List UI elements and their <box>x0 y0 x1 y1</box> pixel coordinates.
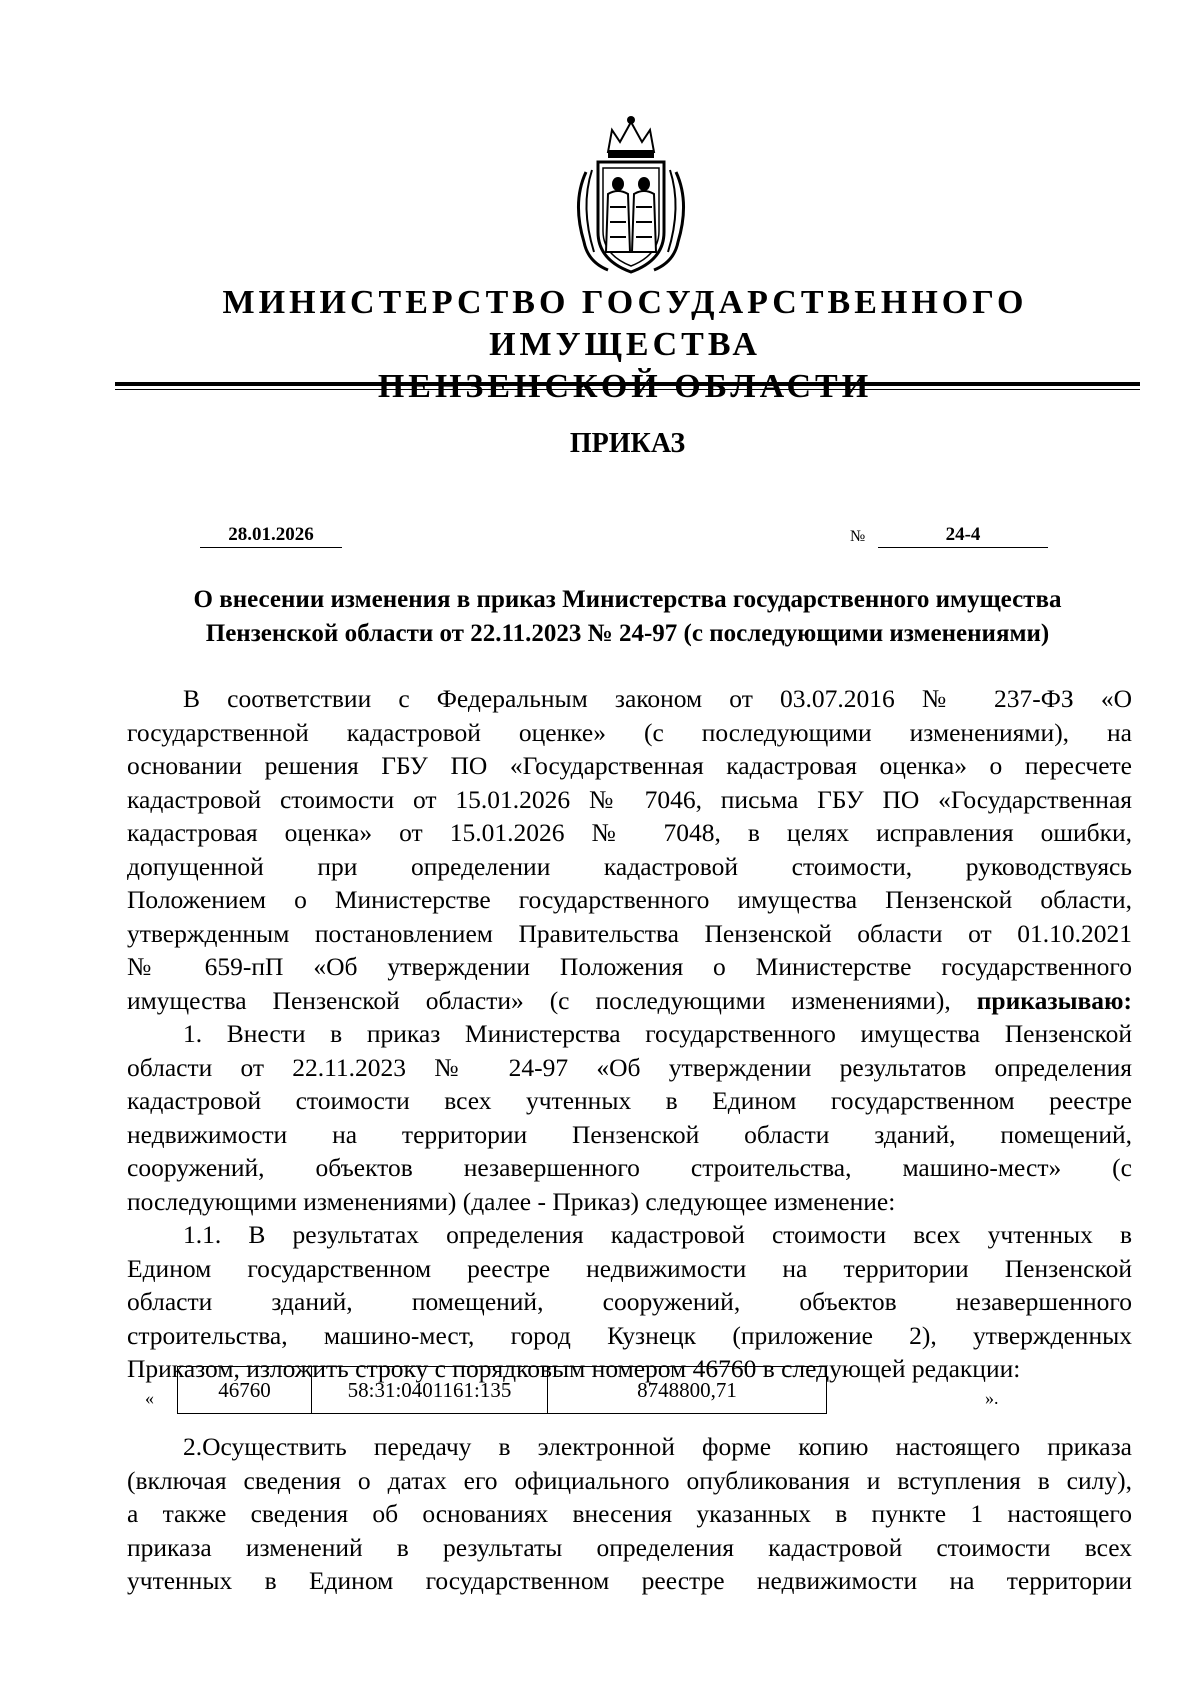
table-close-quote: ». <box>985 1388 999 1408</box>
cadastral-number-cell: 58:31:0401161:135 <box>312 1367 548 1414</box>
table-row <box>178 1367 827 1414</box>
header-divider-thin <box>115 389 1140 390</box>
organization-name-line1: МИНИСТЕРСТВО ГОСУДАРСТВЕННОГО ИМУЩЕСТВА <box>222 284 1028 363</box>
body-line: сооружений, объектов незавершенного строительства, машино-мест» (с <box>127 1153 1132 1182</box>
body-line: (включая сведения о датах его официального опубликования и вступления в силу), <box>127 1465 1132 1495</box>
body-line: В соответствии с Федеральным законом от 03.07.2016 № 237-ФЗ «О <box>183 684 1132 713</box>
cadastral-table <box>177 1366 827 1414</box>
order-word: приказываю: <box>976 985 1132 1015</box>
body-line: кадастровой стоимости от 15.01.2026 № 7046, письма ГБУ ПО «Государственная <box>127 784 1132 814</box>
number-sign: № <box>850 528 866 545</box>
body-line: а также сведения об основаниях внесения указанных в пункте 1 настоящего <box>127 1499 1132 1528</box>
header-divider-thick <box>115 382 1140 386</box>
document-subject <box>110 583 1145 651</box>
amended-row-table <box>145 1366 1045 1420</box>
document-body-continued <box>127 1430 1132 1598</box>
body-line: имущества Пензенской области» (с последующими изменениями), <box>127 985 951 1015</box>
body-line: 1. Внести в приказ Министерства государственного имущества Пензенской <box>183 1019 1132 1048</box>
body-line: Положением о Министерстве государственного имущества Пензенской области, <box>127 885 1132 914</box>
body-line: последующими изменениями) (далее - Приказ) следующее изменение: <box>127 1186 896 1216</box>
body-line: Приказом, изложить строку с порядковым номером 46760 в следующей редакции: <box>127 1354 1021 1383</box>
body-line: области от 22.11.2023 № 24-97 «Об утверждении результатов определения <box>127 1052 1132 1082</box>
body-line: приказа изменений в результаты определения кадастровой стоимости всех <box>127 1532 1132 1562</box>
subject-line1: О внесении изменения в приказ Министерства государственного имущества <box>193 586 1062 613</box>
body-line: недвижимости на территории Пензенской области зданий, помещений, <box>127 1119 1132 1149</box>
document-number: 24-4 <box>878 523 1048 548</box>
body-line: строительства, машино-мест, город Кузнецк (приложение 2), утвержденных <box>127 1320 1132 1350</box>
body-line: утвержденным постановлением Правительства Пензенской области от 01.10.2021 <box>127 918 1132 948</box>
document-type: ПРИКАЗ <box>569 428 686 459</box>
coat-of-arms-icon <box>568 112 694 280</box>
document-body <box>127 682 1132 1386</box>
body-line: 2.Осуществить передачу в электронной форме копию настоящего приказа <box>183 1432 1132 1461</box>
row-number-cell: 46760 <box>178 1367 312 1414</box>
body-line: области зданий, помещений, сооружений, объектов незавершенного <box>127 1287 1132 1316</box>
body-line: допущенной при определении кадастровой стоимости, руководствуясь <box>127 851 1132 881</box>
table-open-quote: « <box>145 1388 154 1408</box>
body-line: государственной кадастровой оценке» (с последующими изменениями), на <box>127 717 1132 747</box>
subject-line2: Пензенской области от 22.11.2023 № 24-97 (с последующими изменениями) <box>205 620 1050 647</box>
cadastral-value-cell: 8748800,71 <box>548 1367 827 1414</box>
body-line: кадастровая оценка» от 15.01.2026 № 7048, в целях исправления ошибки, <box>127 818 1132 847</box>
organization-name-line2: ПЕНЗЕНСКОЙ ОБЛАСТИ <box>377 368 873 405</box>
body-line: Едином государственном реестре недвижимости на территории Пензенской <box>127 1253 1132 1283</box>
body-line: № 659-пП «Об утверждении Положения о Министерстве государственного <box>127 952 1132 981</box>
body-line: учтенных в Едином государственном реестре недвижимости на территории <box>127 1566 1132 1595</box>
body-line: основании решения ГБУ ПО «Государственная кадастровая оценка» о пересчете <box>127 751 1132 780</box>
body-line: 1.1. В результатах определения кадастровой стоимости всех учтенных в <box>183 1220 1132 1249</box>
body-line: кадастровой стоимости всех учтенных в Едином государственном реестре <box>127 1086 1132 1115</box>
document-date: 28.01.2026 <box>200 523 342 548</box>
body-line-with-order <box>127 984 1132 1018</box>
